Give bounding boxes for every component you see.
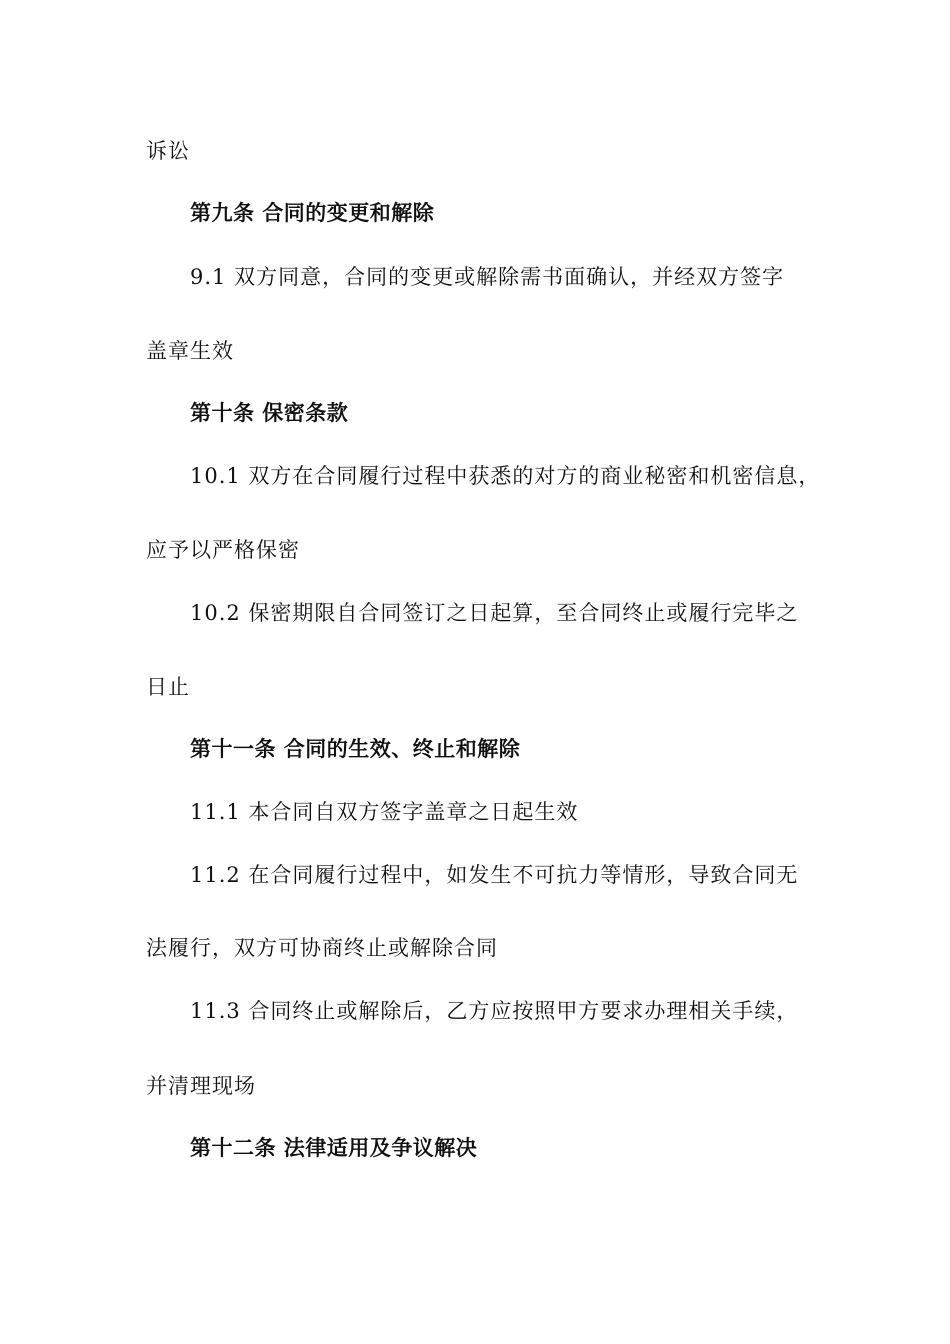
clause-11-3-continuation: 并清理现场	[146, 1074, 256, 1098]
clause-11-2-continuation: 法履行，双方可协商终止或解除合同	[146, 936, 498, 960]
clause-9-1-line: 9.1 双方同意，合同的变更或解除需书面确认，并经双方签字	[190, 265, 785, 289]
clause-11-3-line: 11.3 合同终止或解除后，乙方应按照甲方要求办理相关手续，	[190, 999, 799, 1023]
article-9-heading: 第九条 合同的变更和解除	[190, 201, 435, 225]
clause-10-1-continuation: 应予以严格保密	[146, 538, 300, 562]
clause-10-2-line: 10.2 保密期限自合同签订之日起算，至合同终止或履行完毕之	[190, 601, 799, 625]
clause-11-1-line: 11.1 本合同自双方签字盖章之日起生效	[190, 800, 579, 824]
clause-9-1-continuation: 盖章生效	[146, 339, 234, 363]
clause-10-2-continuation: 日止	[146, 675, 190, 699]
clause-10-1-line: 10.1 双方在合同履行过程中获悉的对方的商业秘密和机密信息，	[190, 464, 821, 488]
article-12-heading: 第十二条 法律适用及争议解决	[190, 1136, 478, 1160]
clause-11-2-line: 11.2 在合同履行过程中，如发生不可抗力等情形，导致合同无	[190, 863, 799, 887]
article-11-heading: 第十一条 合同的生效、终止和解除	[190, 737, 521, 761]
article-10-heading: 第十条 保密条款	[190, 401, 349, 425]
paragraph-continuation-line: 诉讼	[146, 139, 190, 163]
